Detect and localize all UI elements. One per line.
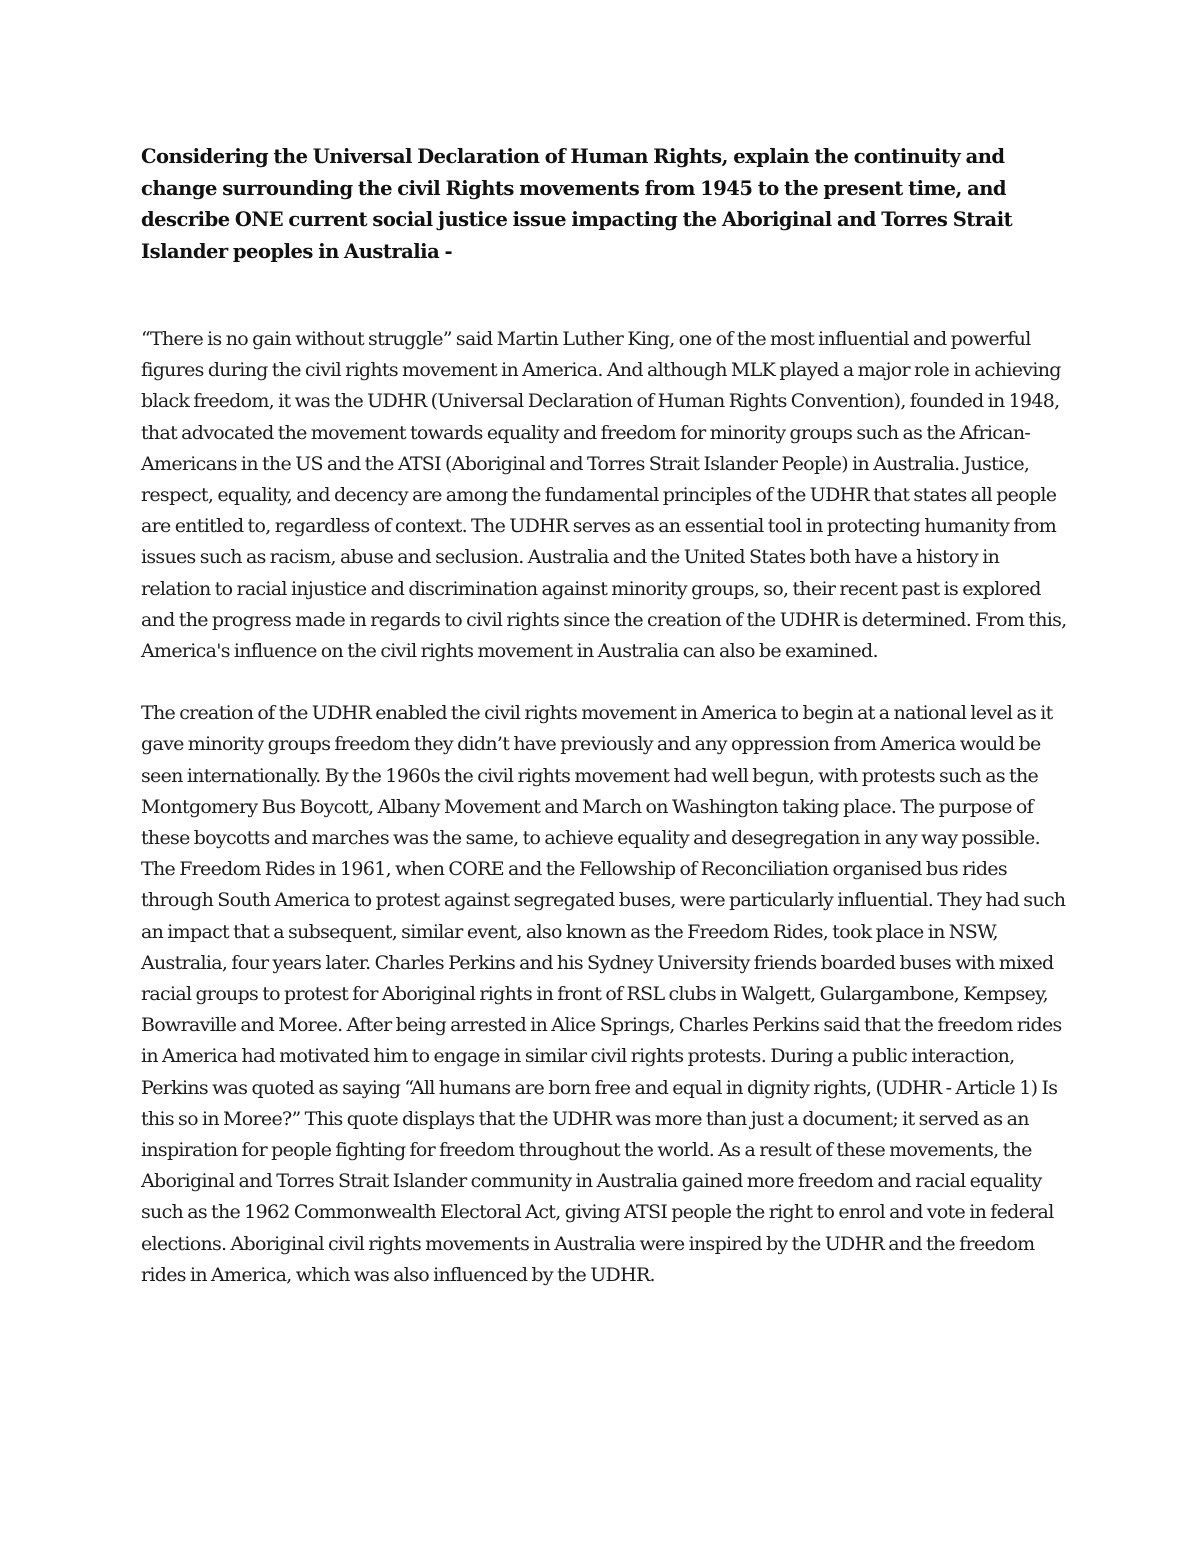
essay-question-heading: Considering the Universal Declaration of Human Rights, explain the continuity and change surrounding the civil Rights movements from 1945 to the present time, and describe ONE current social justice issue impacting the Aboriginal and Torres Strait Islander peoples in Australia - [141, 145, 1013, 263]
paragraph-civil-rights-america: The creation of the UDHR enabled the civil rights movement in America to begin at a national level as it gave minority groups freedom they didn’t have previously and any oppression from America would be seen internationally. By the 1960s the civil rights movement had well begun, with protests such as the Montgomery Bus Boycott, Albany Movement and March on Washington taking place. The purpose of these boycotts and marches was the same, to achieve equality and desegregation in any way possible. The Freedom Rides in 1961, when CORE and the Fellowship of Reconciliation organised bus rides through South America to protest against segregated buses, were particularly influential. They had such an impact that a subsequent, similar event, also known as the Freedom Rides, took place in NSW, Australia, four years later. Charles Perkins and his Sydney University friends boarded buses with mixed racial groups to protest for Aboriginal rights in front of RSL clubs in Walgett, Gulargambone, Kempsey, Bowraville and Moree. After being arrested in Alice Springs, Charles Perkins said that the freedom rides in America had motivated him to engage in similar civil rights protests. During a public interaction, Perkins was quoted as saying “All humans are born free and equal in dignity rights, (UDHR - Article 1) Is this so in Moree?” This quote displays that the UDHR was more than just a document; it served as an inspiration for people fighting for freedom throughout the world. As a result of these movements, the Aboriginal and Torres Strait Islander community in Australia gained more freedom and racial equality such as the 1962 Commonwealth Electoral Act, giving ATSI people the right to enrol and vote in federal elections. Aboriginal civil rights movements in Australia were inspired by the UDHR and the freedom rides in America, which was also influenced by the UDHR. [141, 702, 1066, 1286]
document-body [141, 141, 1071, 1291]
paragraph-introduction: “There is no gain without struggle” said Martin Luther King, one of the most influential and powerful figures during the civil rights movement in America. And although MLK played a major role in achieving black freedom, it was the UDHR (Universal Declaration of Human Rights Convention), founded in 1948, that advocated the movement towards equality and freedom for minority groups such as the African-Americans in the US and the ATSI (Aboriginal and Torres Strait Islander People) in Australia. Justice, respect, equality, and decency are among the fundamental principles of the UDHR that states all people are entitled to, regardless of context. The UDHR serves as an essential tool in protecting humanity from issues such as racism, abuse and seclusion. Australia and the United States both have a history in relation to racial injustice and discrimination against minority groups, so, their recent past is explored and the progress made in regards to civil rights since the creation of the UDHR is determined. From this, America's influence on the civil rights movement in Australia can also be examined. [141, 328, 1067, 663]
